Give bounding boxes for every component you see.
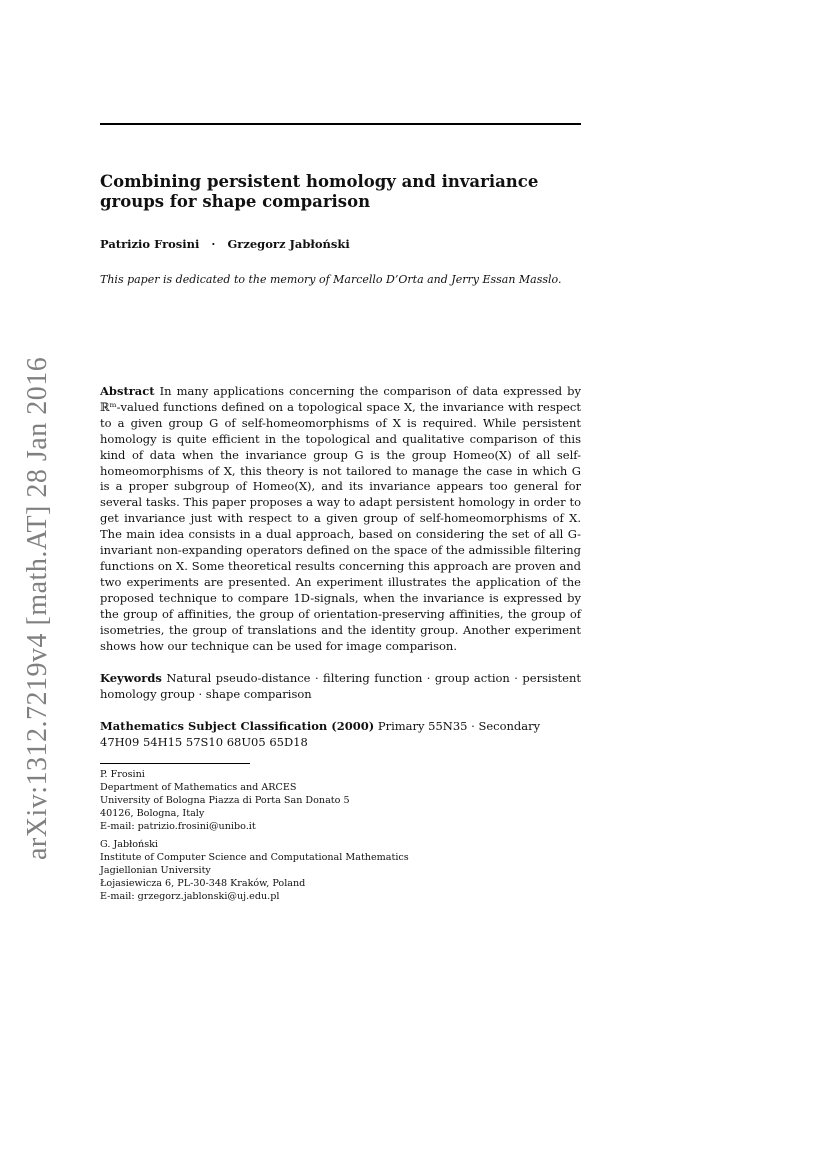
author-name: Grzegorz Jabłoński xyxy=(227,237,350,251)
abstract xyxy=(100,384,581,654)
affiliation-name: G. Jabłoński xyxy=(100,839,158,850)
affiliation-line: Institute of Computer Science and Computational Mathematics xyxy=(100,852,409,863)
arxiv-identifier-stamp: arXiv:1312.7219v4 [math.AT] 28 Jan 2016 xyxy=(22,356,53,860)
affiliation-frosini xyxy=(100,768,580,833)
msc-text: Primary 55N35 · Secondary 47H09 54H15 57S10 68U05 65D18 xyxy=(100,719,541,749)
affiliation-line: Łojasiewicza 6, PL-30-348 Kraków, Poland xyxy=(100,878,306,889)
abstract-label: Abstract xyxy=(100,384,155,398)
affiliation-email: E-mail: patrizio.frosini@unibo.it xyxy=(100,821,256,832)
footnote-rule xyxy=(100,763,250,764)
abstract-text: In many applications concerning the comparison of data expressed by ℝᵐ-valued functions defined on a topological space X, the invariance with respect to a given group G of self-homeomorphisms of X is required. While persistent homology is quite efficient in the topological and qualitative comparison of this kind of data when the invariance group G is the group Homeo(X) of all self-homeomorphisms of X, this theory is not tailored to manage the case in which G is a proper subgroup of Homeo(X), and its invariance appears too general for several tasks. This paper proposes a way to adapt persistent homology in order to get invariance just with respect to a given group of self-homeomorphisms of X. The main idea consists in a dual approach, based on considering the set of all G-invariant non-expanding operators defined on the space of the admissible filtering functions on X. Some theoretical results concerning this approach are proven and two experiments are presented. An experiment illustrates the application of the proposed technique to compare 1D-signals, when the invariance is expressed by the group of affinities, the group of orientation-preserving affinities, the group of isometries, the group of translations and the identity group. Another experiment shows how our technique can be used for image comparison. xyxy=(100,384,582,653)
affiliation-line: Jagiellonian University xyxy=(100,865,211,876)
author-separator: · xyxy=(211,237,216,251)
affiliation-line: 40126, Bologna, Italy xyxy=(100,808,205,819)
dedication: This paper is dedicated to the memory of Marcello D’Orta and Jerry Essan Masslo. xyxy=(100,273,562,286)
title-top-rule xyxy=(100,123,581,125)
affiliation-line: Department of Mathematics and ARCES xyxy=(100,782,297,793)
affiliation-line: University of Bologna Piazza di Porta San Donato 5 xyxy=(100,795,350,806)
paper-title: Combining persistent homology and invariance groups for shape comparison xyxy=(100,172,539,211)
author-list xyxy=(100,237,580,251)
affiliation-email: E-mail: grzegorz.jablonski@uj.edu.pl xyxy=(100,891,280,902)
author-name: Patrizio Frosini xyxy=(100,237,200,251)
keywords-text: Natural pseudo-distance · filtering function · group action · persistent homology group · shape comparison xyxy=(100,671,581,701)
keywords-label: Keywords xyxy=(100,671,162,685)
affiliation-name: P. Frosini xyxy=(100,769,145,780)
affiliation-jablonski xyxy=(100,838,580,903)
msc-label: Mathematics Subject Classification (2000) xyxy=(100,719,375,733)
keywords xyxy=(100,670,581,702)
msc-classification xyxy=(100,718,581,750)
